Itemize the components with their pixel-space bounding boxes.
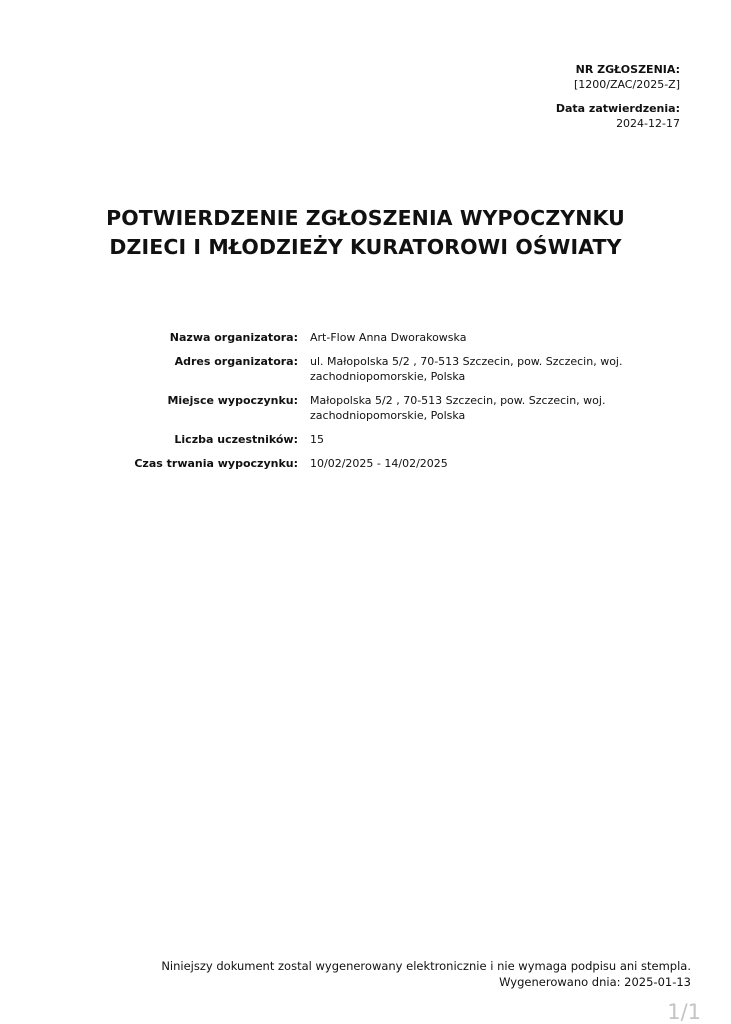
electronic-note: Niniejszy dokument zostal wygenerowany elektronicznie i nie wymaga podpisu ani stempla.: [161, 959, 691, 973]
document-footer: [161, 958, 691, 990]
detail-row-venue: [0, 393, 731, 423]
detail-row-participants: [0, 432, 731, 447]
approval-date-block: [556, 101, 680, 131]
organizer-name-value: Art-Flow Anna Dworakowska: [310, 331, 467, 344]
organizer-address-value: ul. Małopolska 5/2 , 70-513 Szczecin, pow. Szczecin, woj. zachodniopomorskie, Polska: [310, 355, 623, 383]
participants-label: Liczba uczestników:: [174, 433, 298, 446]
detail-row-organizer-name: [0, 330, 731, 345]
venue-value: Małopolska 5/2 , 70-513 Szczecin, pow. Szczecin, woj. zachodniopomorskie, Polska: [310, 394, 606, 422]
title-line-1: POTWIERDZENIE ZGŁOSZENIA WYPOCZYNKU: [106, 206, 625, 230]
approval-date-label: Data zatwierdzenia:: [555, 102, 680, 115]
title-line-2: DZIECI I MŁODZIEŻY KURATOROWI OŚWIATY: [109, 235, 622, 259]
page-indicator: 1/1: [667, 1000, 701, 1024]
organizer-address-label: Adres organizatora:: [174, 355, 298, 368]
duration-value: 10/02/2025 - 14/02/2025: [310, 457, 448, 470]
duration-label: Czas trwania wypoczynku:: [134, 457, 298, 470]
registration-number-value: [1200/ZAC/2025-Z]: [573, 78, 680, 91]
registration-number-block: [574, 62, 680, 92]
generated-date: Wygenerowano dnia: 2025-01-13: [499, 975, 691, 989]
document-title: [0, 204, 731, 262]
registration-number-label: NR ZGŁOSZENIA:: [575, 63, 680, 76]
venue-label: Miejsce wypoczynku:: [167, 394, 298, 407]
details-table: [0, 330, 731, 480]
detail-row-duration: [0, 456, 731, 471]
organizer-name-label: Nazwa organizatora:: [169, 331, 298, 344]
detail-row-organizer-address: [0, 354, 731, 384]
participants-value: 15: [310, 433, 324, 446]
approval-date-value: 2024-12-17: [616, 117, 680, 130]
